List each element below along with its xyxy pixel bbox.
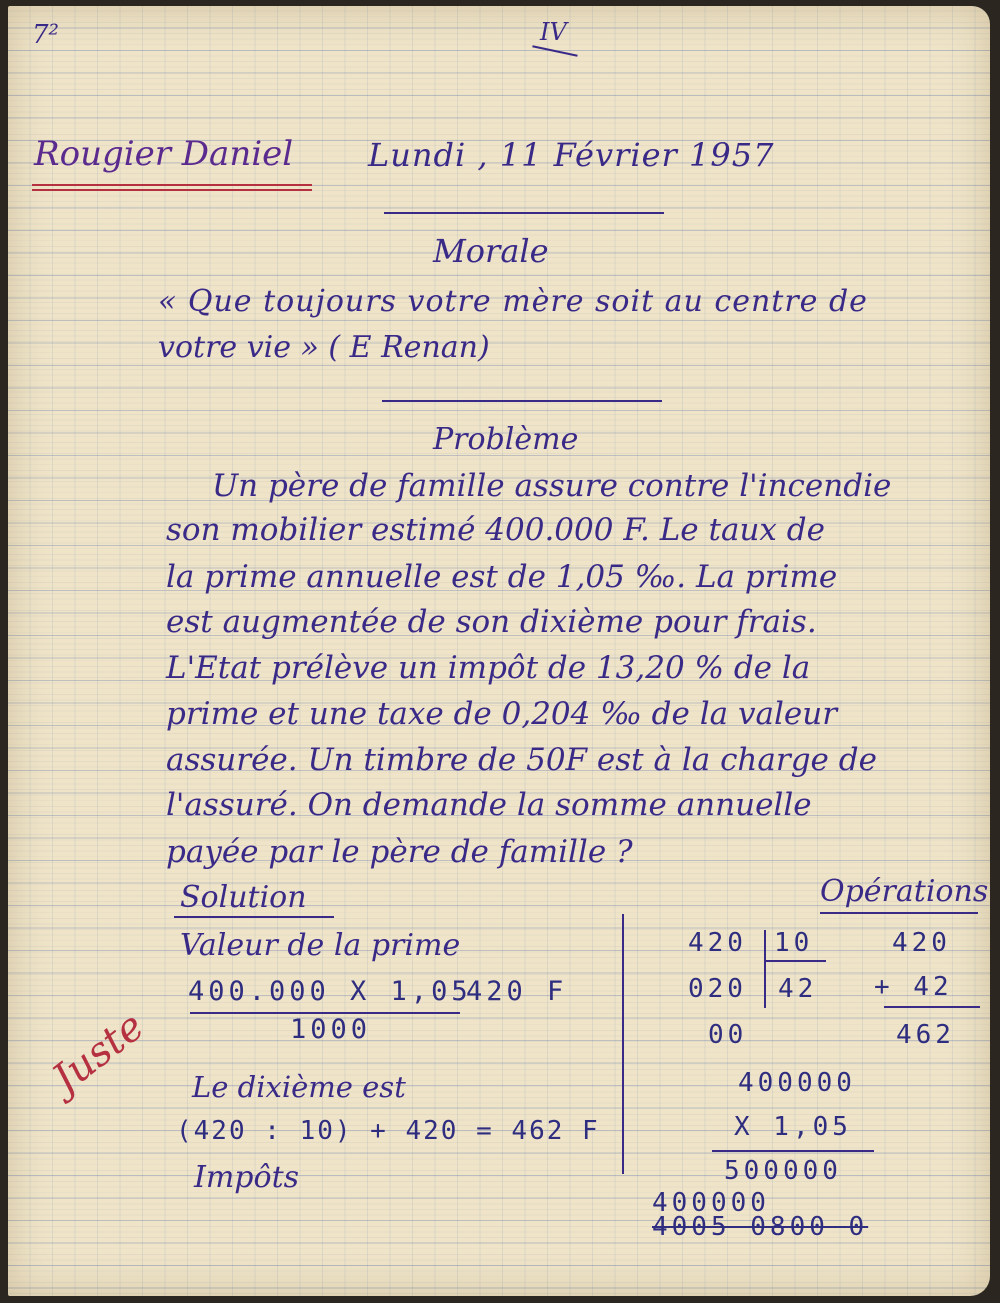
- probleme-line-2: son mobilier estimé 400.000 F. Le taux de: [166, 512, 825, 548]
- probleme-line-3: la prime annuelle est de 1,05 ‰. La prime: [166, 559, 838, 595]
- solution-title: Solution: [180, 880, 307, 915]
- name-underline-2: [32, 189, 312, 191]
- probleme-line-4: est augmentée de son dixième pour frais.: [166, 604, 817, 640]
- prime-denominator: 1000: [290, 1014, 372, 1045]
- division-quotient: 42: [778, 974, 818, 1004]
- prime-result: 420 F: [466, 976, 568, 1007]
- probleme-line-6: prime et une taxe de 0,204 ‰ de la valeur: [166, 696, 838, 732]
- operations-underline: [820, 912, 978, 914]
- addition-bar: [884, 1006, 980, 1008]
- prime-numerator: 400.000 X 1,05: [188, 976, 472, 1007]
- page-number-mark: 7²: [32, 20, 59, 50]
- solution-operations-divider: [622, 914, 624, 1174]
- roman-numeral-mark: IV: [540, 18, 567, 46]
- probleme-line-5: L'Etat prélève un impôt de 13,20 % de la: [166, 650, 811, 686]
- probleme-line-1: Un père de famille assure contre l'incendie: [212, 468, 892, 504]
- division-bar-vertical: [764, 930, 766, 1008]
- probleme-line-7: assurée. Un timbre de 50F est à la charge de: [166, 742, 877, 778]
- operations-title: Opérations: [820, 874, 989, 909]
- division-divisor: 10: [774, 928, 814, 958]
- morale-line-2: votre vie » ( E Renan): [158, 330, 490, 365]
- addition-top: 420: [892, 928, 951, 958]
- morale-line-1: « Que toujours votre mère soit au centre de: [158, 284, 868, 319]
- multiplication-partial-1: 500000: [724, 1156, 842, 1186]
- multiplication-top: 400000: [738, 1068, 856, 1098]
- probleme-line-9: payée par le père de famille ?: [166, 834, 633, 870]
- addition-second: + 42: [874, 972, 953, 1002]
- multiplication-factor: X 1,05: [734, 1112, 852, 1142]
- probleme-line-8: l'assuré. On demande la somme annuelle: [166, 787, 812, 823]
- multiplication-bar: [712, 1150, 874, 1152]
- roman-underline: [532, 45, 577, 56]
- header-separator: [384, 212, 664, 214]
- morale-separator: [382, 400, 662, 402]
- lesson-date: Lundi , 11 Février 1957: [368, 136, 775, 174]
- morale-title: Morale: [433, 232, 549, 270]
- solution-underline: [174, 916, 334, 918]
- multiplication-crossed-result: 4005 0800 0: [652, 1212, 869, 1242]
- dixieme-label: Le dixième est: [192, 1070, 406, 1104]
- multiplication-partial-2: 400000: [652, 1188, 770, 1218]
- dixieme-calculation: (420 : 10) + 420 = 462 F: [176, 1116, 600, 1146]
- division-bar-horizontal: [766, 960, 826, 962]
- name-underline-1: [32, 184, 312, 186]
- division-dividend: 420: [688, 928, 747, 958]
- notebook-page: [8, 6, 990, 1296]
- teacher-grade-juste: Juste: [44, 1003, 153, 1103]
- probleme-title: Problème: [433, 422, 579, 457]
- division-remainder-1: 020: [688, 974, 747, 1004]
- addition-result: 462: [896, 1020, 955, 1050]
- division-remainder-2: 00: [708, 1020, 748, 1050]
- impots-label: Impôts: [194, 1160, 300, 1195]
- valeur-prime-label: Valeur de la prime: [180, 928, 461, 963]
- student-name: Rougier Daniel: [34, 134, 294, 174]
